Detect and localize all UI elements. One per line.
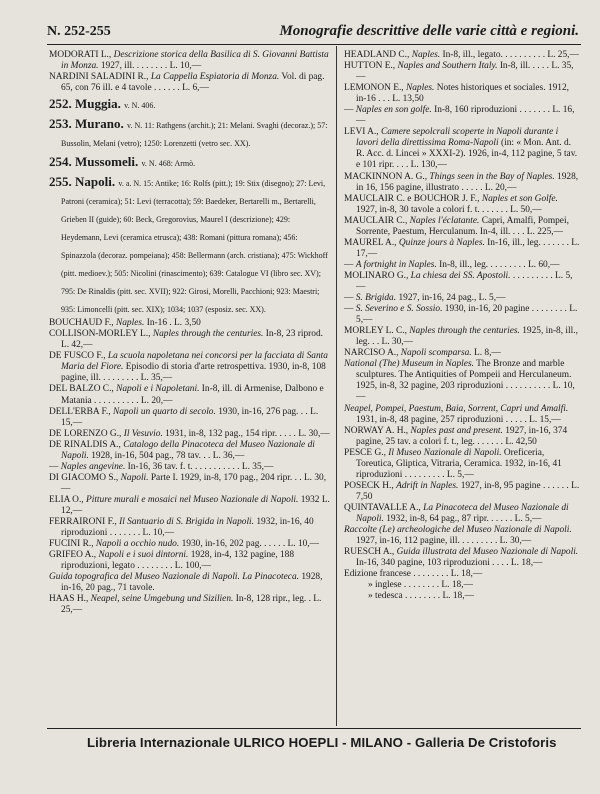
list-item: DEL BALZO C., Napoli e i Napoletani. In-8, ill. di Armenise, Dalbono e Matania . . . . . . . . . . L. 20,— [49, 384, 324, 406]
list-item: NARDINI SALADINI R., La Cappella Espiatoria di Monza. Vol. di pag. 65, con 76 ill. e 4 tavole . . . . . . L. 6,— [49, 72, 325, 94]
section-255: 255. Napoli. v. a. N. 15: Antike; 16: Rolfs (pitt.); 19: Stix (disegno); 27: Levi, Patroni (ceramica); 51: Levi (terracotta); 59: Baedeker, Bertarelli m., Bertarelli, Grieben II (guide); 60: Beck, Gregorovius, Maurel I (descrizione); 429: Heydemann, Levi (ceramica etrusca); 438: Romani (pittura romana); 456: Spinazzola (decoraz. pompeiana); 458: Bellermann (arch. cristiana); 475: Wickhoff (pitt. medioev.); 505: Nicolini (rinascimento); 639: Catalogue VI (libro sec. XV); 795: De Rinaldis (pitt. sec. XVII); 922: Girosi, Morelli, Pacchioni; 923: Maestri; 935: Limoncelli (pitt. sec. XIX); 1034; 1037 (esposiz. sec. XX). [49, 174, 328, 315]
list-item: DE RINALDIS A., Catalogo della Pinacoteca del Museo Nazionale di Napoli. 1928, in-16, 504 pag., 78 tav. . . L. 36,— [49, 439, 315, 461]
edition-line: » inglese . . . . . . . . L. 18,— [368, 580, 473, 591]
list-item: HUTTON E., Naples and Southern Italy. In-8, ill. . . . . L. 35,— [344, 61, 574, 83]
list-item: National (The) Museum in Naples. The Bronze and marble sculptures. The Antiquities of Pompeii and Herculaneum. 1925, in-8, 32 pagine, 203 riproduzioni . . . . . . . . . . L. 10,— [344, 359, 575, 403]
list-item: HAAS H., Neapel, seine Umgebung und Sizilien. In-8, 128 ripr., leg. . L. 25,— [49, 594, 322, 616]
list-item: DE FUSCO F., La scuola napoletana nei concorsi per la facciata di Santa Maria del Fiore. Episodio di storia d'arte retrospettiva. 1930, in-8, 108 pagine, ill. . . . . . . . . L. 35,— [49, 351, 328, 384]
list-item: PESCE G., Il Museo Nazionale di Napoli. Oreficeria, Toreutica, Gliptica, Vitraria, Ceramica. 1932, in-16, 41 riproduzioni . . . . . . . . . L. 5,— [344, 447, 562, 480]
footer-rule [47, 728, 581, 729]
list-item: Neapel, Pompei, Paestum, Baia, Sorrent, Capri und Amalfi. 1931, in-8, 48 pagine, 257 riproduzioni . . . . . L. 15,— [344, 403, 569, 425]
list-item: MODORATI L., Descrizione storica della Basilica di S. Giovanni Battista in Monza. 1927, ill. . . . . . . . L. 10,— [49, 50, 329, 72]
list-item: MOLINARO G., La chiesa dei SS. Apostoli. . . . . . . . . . L. 5,— [344, 270, 573, 292]
list-item: — Naples angevine. In-16, 36 tav. f. t. . . . . . . . . . . L. 35,— [49, 461, 274, 472]
list-item: DELL'ERBA F., Napoli un quarto di secolo. 1930, in-16, 276 pag. . . L. 15,— [49, 406, 319, 428]
list-item: QUINTAVALLE A., La Pinacoteca del Museo Nazionale di Napoli. 1932, in-8, 64 pag., 87 ripr. . . . . . L. 5,— [344, 502, 569, 524]
list-item: DE LORENZO G., Il Vesuvio. 1931, in-8, 132 pag., 154 ripr. . . . . L. 30,— [49, 428, 330, 439]
list-item: ELIA O., Pitture murali e mosaici nel Museo Nazionale di Napoli. 1932 L. 12,— [49, 494, 330, 516]
list-item: LEMONON E., Naples. Notes historiques et sociales. 1912, in-16 . . . L. 13,50 [344, 83, 569, 105]
list-item: — Naples en son golfe. In-8, 160 riproduzioni . . . . . . . L. 16,— [344, 105, 575, 127]
list-item: GRIFEO A., Napoli e i suoi dintorni. 1928, in-4, 132 pagine, 188 riproduzioni, legato . . . . . . . . L. 100,— [49, 550, 295, 572]
edition-line: » tedesca . . . . . . . . L. 18,— [368, 591, 474, 602]
right-column [344, 50, 581, 602]
header-rule [47, 44, 581, 45]
list-item: BOUCHAUD F., Naples. In-16 . L. 3,50 [49, 318, 201, 329]
list-item: — A fortnight in Naples. In-8, ill., leg. . . . . . . . . L. 60,— [344, 259, 560, 270]
list-item: DI GIACOMO S., Napoli. Parte I. 1929, in-8, 170 pag., 204 ripr. . . L. 30,— [49, 472, 327, 494]
publisher-footer: Libreria Internazionale ULRICO HOEPLI - MILANO - Galleria De Cristoforis [87, 735, 557, 750]
list-item: MAUCLAIR C., Naples l'éclatante. Capri, Amalfi, Pompei, Sorrente, Paestum, Herculanum. In-4, ill. . . . L. 225,— [344, 215, 569, 237]
list-item: RUESCH A., Guida illustrata del Museo Nazionale di Napoli. In-16, 340 pagine, 103 riproduzioni . . . . L. 18,— [344, 547, 579, 569]
list-item: Guida topografica del Museo Nazionale di Napoli. La Pinacoteca. 1928, in-16, 20 pag., 71 tavole. [49, 572, 323, 594]
page-number: N. 252-255 [47, 24, 111, 39]
list-item: FUCINI R., Napoli a occhio nudo. 1930, in-16, 202 pag. . . . . . L. 10,— [49, 539, 320, 550]
list-item: Raccolte (Le) archeologiche del Museo Nazionale di Napoli. 1927, in-16, 112 pagine, ill. . . . . . . . . L. 30,— [344, 525, 572, 547]
list-item: MAUCLAIR C. e BOUCHOR J. F., Naples et son Golfe. 1927, in-8, 30 tavole a colori f. t. . . . . . . L. 50,— [344, 193, 558, 215]
list-item: POSECK H., Adrift in Naples. 1927, in-8, 95 pagine . . . . . . L. 7,50 [344, 480, 580, 502]
left-column [49, 50, 330, 616]
list-item: LEVI A., Camere sepolcrali scoperte in Napoli durante i lavori della direttissima Roma-Napoli (in: « Mon. Ant. d. R. Acc. d. Lincei » XXXI-2). 1926, in-4, 112 pagine, 5 tav. e 101 ripr. . . . L. 130,— [344, 127, 578, 171]
list-item: — S. Severino e S. Sossio. 1930, in-16, 20 pagine . . . . . . . . L. 5,— [344, 304, 578, 326]
list-item: FERRAIRONI F., Il Santuario di S. Brigida in Napoli. 1932, in-16, 40 riproduzioni . . . . . . . L. 10,— [49, 517, 314, 539]
list-item: HEADLAND C., Naples. In-8, ill., legato. . . . . . . . . . L. 25,— [344, 50, 579, 60]
list-item: COLLISON-MORLEY L., Naples through the centuries. In-8, 23 riprod. L. 42,— [49, 329, 324, 351]
list-item: — S. Brigida. 1927, in-16, 24 pag., L. 5,— [344, 293, 506, 304]
list-item: MAUREL A., Quinze jours à Naples. In-16, ill., leg. . . . . . . L. 17,— [344, 237, 580, 259]
section-252: 252. Muggia. v. N. 406. [49, 96, 156, 112]
list-item: MACKINNON A. G., Things seen in the Bay of Naples. 1928, in 16, 156 pagine, illustrato . . . . . L. 20,— [344, 171, 579, 193]
edition-line: Edizione francese . . . . . . . . L. 18,— [344, 569, 483, 580]
section-253: 253. Murano. v. N. 11: Rathgens (archit.); 21: Melani. Svaghi (decoraz.); 57: Bussolin, Melani (vetro); 1250: Lorenzetti (vetro sec. XX). [49, 116, 328, 149]
section-254: 254. Mussomeli. v. N. 468: Armò. [49, 154, 196, 170]
page-title: Monografie descrittive delle varie città e regioni. [279, 23, 579, 39]
list-item: NARCISO A., Napoli scomparsa. L. 8,— [344, 348, 501, 359]
column-divider [336, 46, 337, 726]
page-header [47, 22, 579, 42]
list-item: NORWAY A. H., Naples past and present. 1927, in-16, 374 pagine, 25 tav. a colori f. t., leg. . . . . . . L. 42,50 [344, 425, 568, 447]
list-item: MORLEY L. C., Naples through the centuries. 1925, in-8, ill., leg. . . L. 30,— [344, 326, 578, 348]
